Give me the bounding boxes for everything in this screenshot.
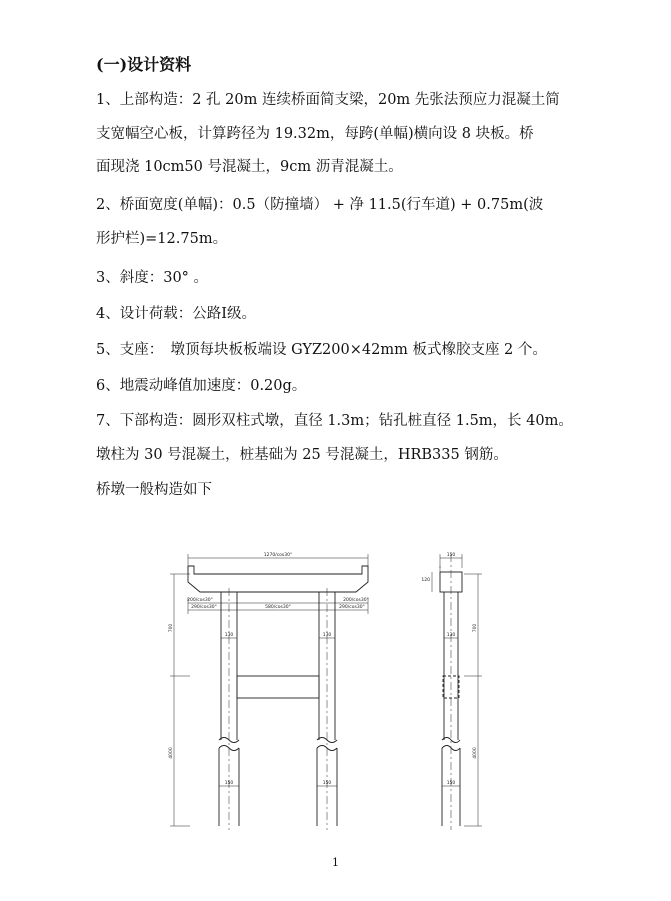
item-skew [96, 262, 208, 296]
item-superstructure [96, 84, 560, 185]
dim-cap-width: 1270/cos30° [263, 553, 293, 558]
dim-column-right: 130 [322, 633, 332, 638]
dim-side-cap-depth: 150 [446, 553, 456, 558]
dim-side-upper-height: 700 [473, 623, 478, 633]
dim-left-edge: 200/cos30° [187, 598, 213, 603]
dim-side-cap-height: 120 [421, 578, 430, 583]
item-substructure [96, 405, 573, 472]
text-line: 6、地震动峰值加速度：0.20g。 [96, 378, 307, 394]
section-heading: (一)设计资料 [96, 55, 192, 74]
dim-column-left: 130 [224, 633, 234, 638]
dim-pile-right: 150 [322, 781, 332, 786]
text-line: 4、设计荷载：公路Ⅰ级。 [96, 306, 256, 322]
pier-drawing [160, 548, 500, 838]
item-design-load [96, 298, 256, 332]
page-number: 1 [332, 856, 339, 869]
dim-side-column: 130 [446, 633, 456, 638]
text-line: 7、下部构造：圆形双柱式墩，直径 1.3m；钻孔桩直径 1.5m，长 40m。 [96, 413, 573, 429]
text-line: 墩柱为 30 号混凝土，桩基础为 25 号混凝土，HRB335 钢筋。 [96, 446, 508, 463]
text-line: 形护栏)=12.75m。 [96, 230, 228, 247]
dim-right-inner: 290/cos30° [339, 605, 365, 610]
dim-side-pile: 150 [446, 781, 456, 786]
dim-center-span: 580/cos30° [265, 605, 291, 610]
item-bearing [96, 334, 547, 368]
text-line: 1、上部构造：2 孔 20m 连续桥面简支梁，20m 先张法预应力混凝土简 [96, 92, 560, 108]
text-line: 3、斜度：30° 。 [96, 270, 209, 286]
dim-left-inner: 290/cos30° [191, 605, 217, 610]
dim-right-edge: 200/cos30° [343, 598, 369, 603]
dim-side-pile-length: 4000 [473, 747, 478, 759]
text-line: 5、支座： 墩顶每块板板端设 GYZ200×42mm 板式橡胶支座 2 个。 [96, 342, 547, 358]
dim-pile-left: 150 [224, 781, 234, 786]
text-line: 2、桥面宽度(单幅)：0.5（防撞墙） + 净 11.5(行车道) + 0.75m(波 [96, 197, 544, 213]
item-deck-width [96, 189, 543, 256]
item-seismic [96, 370, 306, 404]
dim-pile-length: 4000 [169, 747, 174, 759]
text-line: 支宽幅空心板，计算跨径为 19.32m，每跨(单幅)横向设 8 块板。桥 [96, 125, 534, 142]
text-line: 面现浇 10cm50 号混凝土，9cm 沥青混凝土。 [96, 159, 403, 175]
drawing-caption: 桥墩一般构造如下 [96, 482, 212, 498]
dim-upper-height: 700 [169, 623, 174, 633]
